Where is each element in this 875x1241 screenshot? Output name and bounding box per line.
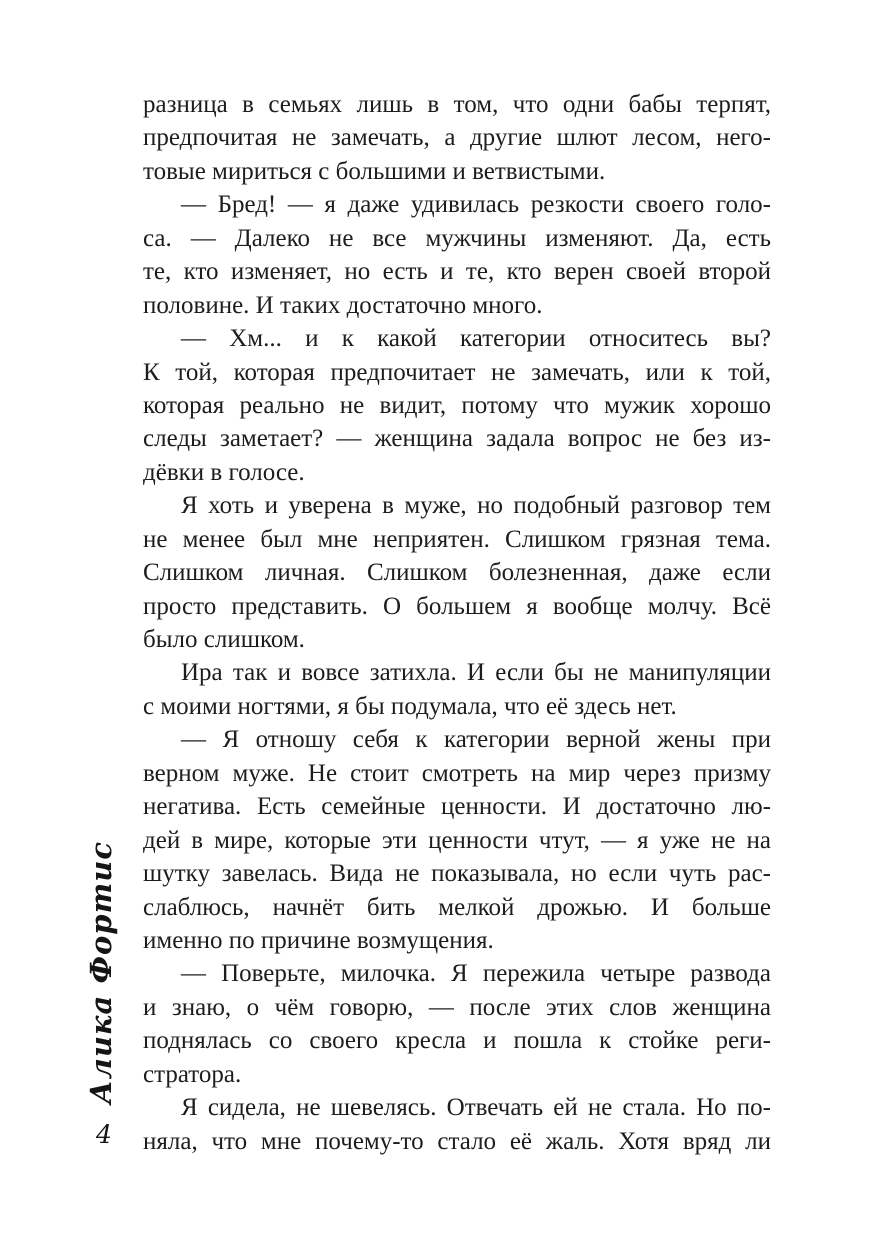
text-line: верном муже. Не стоит смотреть на мир через призму (143, 759, 771, 787)
text-line: — Я отношу себя к категории верной жены при (181, 726, 771, 754)
text-line: те, кто изменяет, но есть и те, кто верен своей второй (143, 258, 771, 286)
text-line: Я хоть и уверена в муже, но подобный разговор тем (181, 492, 771, 520)
text-line: са. — Далеко не все мужчины изменяют. Да, есть (143, 224, 771, 252)
text-line: — Поверьте, милочка. Я пережила четыре развода (181, 960, 771, 988)
text-line: Слишком личная. Слишком болезненная, даже если (143, 559, 771, 587)
text-line: дей в мире, которые эти ценности чтут, — я уже не на (143, 826, 771, 854)
text-line: разница в семьях лишь в том, что одни бабы терпят, (143, 91, 771, 118)
text-line: и знаю, о чём говорю, — после этих слов женщина (143, 993, 771, 1021)
text-line: было слишком. (143, 626, 305, 653)
text-line: негатива. Есть семейные ценности. И достаточно лю- (143, 793, 771, 821)
text-line: с моими ногтями, я бы подумала, что её здесь нет. (143, 692, 677, 720)
text-line: товые мириться с большими и ветвистыми. (143, 157, 606, 185)
text-line: шутку завелась. Вида не показывала, но если чуть рас- (143, 860, 771, 888)
text-line: предпочитая не замечать, а другие шлют лесом, него- (143, 124, 771, 152)
text-line: дёвки в голосе. (143, 458, 305, 486)
text-line: половине. И таких достаточно много. (143, 291, 543, 319)
text-line: именно по причине возмущения. (143, 926, 494, 954)
text-line: слаблюсь, начнёт бить мелкой дрожью. И больше (143, 893, 771, 921)
text-line: следы заметает? — женщина задала вопрос не без из- (143, 425, 771, 453)
page-number: 4 (96, 1120, 112, 1149)
text-line: Ира так и вовсе затихла. И если бы не манипуляции (181, 659, 771, 687)
text-line: которая реально не видит, потому что мужик хорошо (143, 391, 771, 419)
text-line: Я сидела, не шевелясь. Отвечать ей не стала. Но по- (181, 1094, 771, 1122)
text-line: — Хм... и к какой категории относитесь вы? (181, 325, 771, 353)
text-line: няла, что мне почему-то стало её жаль. Хотя вряд ли (143, 1127, 771, 1155)
text-line: просто представить. О большем я вообще молчу. Всё (143, 592, 771, 620)
text-line: поднялась со своего кресла и пошла к стойке реги- (143, 1027, 771, 1055)
text-line: не менее был мне неприятен. Слишком грязная тема. (143, 525, 771, 553)
text-line: — Бред! — я даже удивилась резкости своего голо- (181, 191, 771, 219)
text-line: К той, которая предпочитает не замечать, или к той, (143, 358, 771, 386)
body-text (143, 88, 771, 1158)
author-name-vertical: Алика Фортис (84, 840, 118, 1104)
text-line: стратора. (143, 1060, 242, 1088)
